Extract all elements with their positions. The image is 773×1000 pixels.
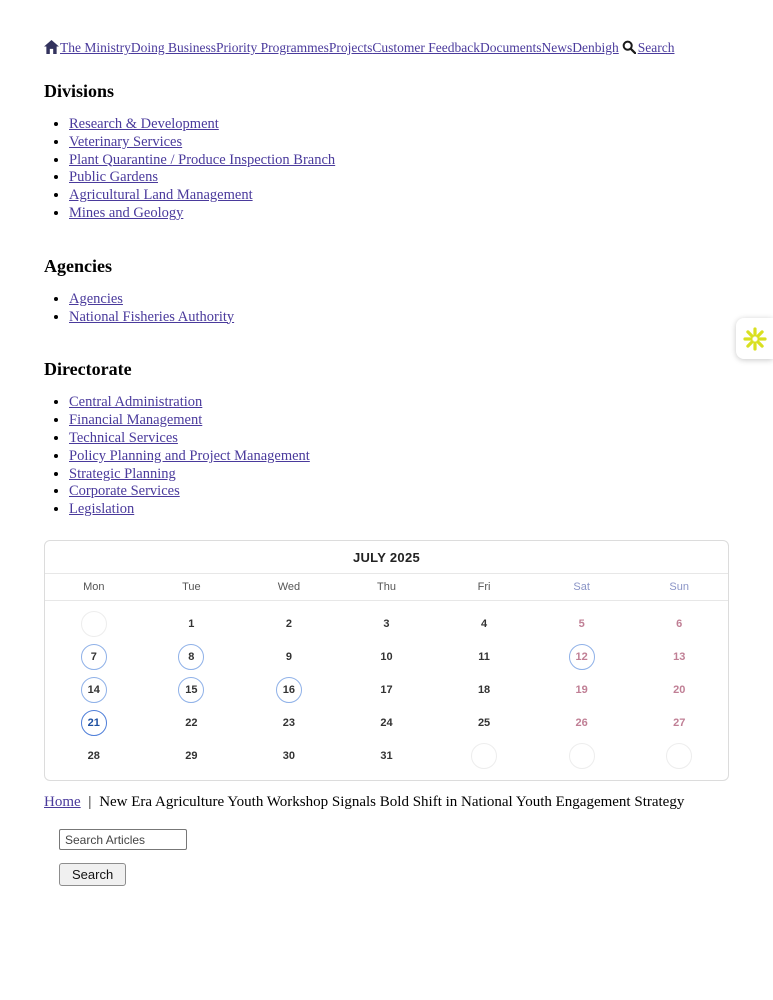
calendar-cell	[630, 607, 728, 640]
calendar-day-headers	[45, 574, 728, 601]
calendar-cell	[45, 673, 143, 706]
calendar-day[interactable]: 17	[380, 683, 393, 696]
agencies-list	[44, 291, 729, 326]
calendar-day[interactable]: 18	[477, 683, 491, 696]
calendar-cell	[338, 706, 436, 739]
home-icon-link[interactable]	[44, 40, 59, 55]
calendar-cell	[533, 607, 631, 640]
calendar-day[interactable]: 30	[282, 749, 296, 762]
directorate-link[interactable]: Corporate Services	[69, 483, 180, 500]
calendar-cell	[45, 640, 143, 673]
calendar-empty-day	[569, 743, 595, 769]
list-item	[69, 169, 729, 186]
calendar-day-header: Thu	[377, 581, 396, 594]
divisions-link[interactable]: Mines and Geology	[69, 204, 184, 221]
directorate-list	[44, 394, 729, 518]
divisions-link[interactable]: Public Gardens	[69, 169, 158, 186]
section-heading-agencies: Agencies	[44, 255, 112, 276]
calendar-day[interactable]: 13	[673, 650, 686, 663]
calendar-day[interactable]: 24	[380, 716, 393, 729]
calendar-day[interactable]: 15	[178, 677, 204, 703]
nav-link-news[interactable]: News	[541, 40, 573, 55]
nav-link-the-ministry[interactable]: The Ministry	[60, 40, 131, 55]
list-item	[69, 205, 729, 222]
agencies-link[interactable]: Agencies	[69, 290, 123, 307]
calendar-cell	[435, 673, 533, 706]
calendar-cell	[143, 739, 241, 772]
breadcrumb-separator: |	[88, 794, 92, 811]
calendar-day-header: Tue	[182, 581, 201, 594]
directorate-link[interactable]: Central Administration	[69, 394, 203, 411]
nav-search[interactable]	[622, 40, 675, 55]
calendar-cell	[45, 739, 143, 772]
calendar-day[interactable]: 27	[673, 716, 686, 729]
breadcrumb	[44, 794, 729, 811]
calendar-day[interactable]: 3	[383, 617, 390, 630]
calendar-cell	[240, 739, 338, 772]
calendar-empty-day	[471, 743, 497, 769]
calendar-cell	[240, 706, 338, 739]
nav-link-doing-business[interactable]: Doing Business	[130, 40, 217, 55]
calendar-cell	[45, 607, 143, 640]
directorate-link[interactable]: Technical Services	[69, 430, 178, 446]
calendar-cell	[45, 706, 143, 739]
calendar-day[interactable]: 22	[185, 716, 198, 729]
nav-link-documents[interactable]: Documents	[480, 40, 542, 55]
calendar-cell	[338, 607, 436, 640]
breadcrumb-article-title: New Era Agriculture Youth Workshop Signals Bold Shift in National Youth Engagement Strategy	[99, 794, 685, 811]
section-heading-divisions: Divisions	[44, 80, 115, 101]
calendar-cell	[435, 607, 533, 640]
breadcrumb-home-link[interactable]: Home	[44, 794, 81, 811]
calendar-day[interactable]: 12	[569, 644, 595, 670]
calendar-cell	[240, 640, 338, 673]
calendar-cell	[143, 607, 241, 640]
calendar-cell	[533, 673, 631, 706]
calendar-day[interactable]: 14	[81, 677, 107, 703]
calendar-cell	[533, 739, 631, 772]
article-search-form	[59, 829, 729, 886]
calendar-day-header: Sat	[573, 581, 590, 594]
calendar-day[interactable]: 19	[575, 683, 588, 696]
divisions-link[interactable]: Research & Development	[69, 115, 219, 132]
list-item	[69, 134, 729, 151]
agencies-link[interactable]: National Fisheries Authority	[69, 308, 235, 325]
list-item	[69, 187, 729, 204]
calendar-empty-day	[81, 611, 107, 637]
calendar-cell	[435, 739, 533, 772]
article-search-button[interactable]: Search	[59, 863, 126, 886]
calendar-cell	[338, 673, 436, 706]
calendar-day[interactable]: 23	[282, 716, 296, 729]
calendar-cell	[435, 640, 533, 673]
list-item	[69, 430, 729, 447]
calendar-day[interactable]: 7	[81, 644, 107, 670]
divisions-link[interactable]: Veterinary Services	[69, 133, 183, 150]
nav-search-label[interactable]: Search	[637, 40, 675, 55]
calendar-cell	[338, 739, 436, 772]
calendar-cell	[143, 673, 241, 706]
calendar-day[interactable]: 4	[481, 617, 488, 630]
calendar-day-header: Wed	[277, 581, 301, 594]
calendar-day-header: Mon	[83, 581, 105, 594]
list-item	[69, 291, 729, 308]
calendar-day[interactable]: 11	[478, 650, 490, 663]
calendar-day[interactable]: 29	[185, 749, 198, 762]
calendar-day[interactable]: 1	[188, 617, 195, 630]
calendar-cell	[240, 607, 338, 640]
calendar-day[interactable]: 25	[477, 716, 491, 729]
list-item	[69, 466, 729, 483]
asterisk-icon	[742, 326, 768, 352]
calendar-cell	[630, 739, 728, 772]
nav-link-customer-feedback[interactable]: Customer Feedback	[372, 40, 480, 55]
directorate-link[interactable]: Strategic Planning	[69, 465, 176, 482]
top-navigation	[44, 40, 729, 57]
calendar-cell	[630, 673, 728, 706]
divisions-link[interactable]: Plant Quarantine / Produce Inspection Branch	[69, 151, 336, 168]
calendar-cell	[240, 673, 338, 706]
calendar-day[interactable]: 9	[285, 650, 292, 663]
list-item	[69, 116, 729, 133]
directorate-link[interactable]: Policy Planning and Project Management	[69, 447, 310, 464]
list-item	[69, 412, 729, 429]
accessibility-widget-button[interactable]	[736, 318, 773, 359]
directorate-link[interactable]: Legislation	[69, 501, 135, 518]
nav-link-projects[interactable]: Projects	[328, 40, 373, 55]
section-heading-directorate: Directorate	[44, 359, 132, 380]
events-calendar	[44, 540, 729, 781]
calendar-day[interactable]: 10	[380, 650, 393, 663]
calendar-empty-day	[666, 743, 692, 769]
calendar-day[interactable]: 6	[676, 617, 683, 630]
list-item	[69, 483, 729, 500]
calendar-cell	[630, 640, 728, 673]
nav-link-denbigh[interactable]: Denbigh	[572, 40, 619, 55]
divisions-list	[44, 116, 729, 222]
calendar-cell	[533, 640, 631, 673]
calendar-cell	[143, 640, 241, 673]
calendar-cell	[338, 640, 436, 673]
divisions-link[interactable]: Agricultural Land Management	[69, 187, 253, 204]
calendar-day[interactable]: 5	[578, 617, 585, 630]
calendar-cell	[533, 706, 631, 739]
search-icon	[622, 40, 636, 54]
calendar-cell	[630, 706, 728, 739]
directorate-link[interactable]: Financial Management	[69, 412, 203, 429]
calendar-day[interactable]: 31	[380, 749, 393, 762]
calendar-day[interactable]: 16	[276, 677, 302, 703]
list-item	[69, 394, 729, 411]
list-item	[69, 501, 729, 518]
calendar-title: JULY 2025	[45, 541, 728, 574]
article-search-input[interactable]	[59, 829, 187, 850]
calendar-day[interactable]: 2	[285, 617, 292, 630]
list-item	[69, 152, 729, 169]
calendar-day[interactable]: 8	[178, 644, 204, 670]
calendar-day[interactable]: 28	[87, 749, 100, 762]
calendar-day-header: Sun	[669, 581, 689, 594]
calendar-cell	[435, 706, 533, 739]
calendar-day[interactable]: 20	[673, 683, 686, 696]
home-icon	[44, 40, 59, 54]
calendar-day-header: Fri	[477, 581, 491, 594]
nav-link-priority-programmes[interactable]: Priority Programmes	[216, 40, 329, 55]
list-item	[69, 309, 729, 326]
list-item	[69, 448, 729, 465]
calendar-cell	[143, 706, 241, 739]
calendar-day[interactable]: 21	[81, 710, 107, 736]
calendar-grid	[45, 601, 728, 780]
calendar-day[interactable]: 26	[575, 716, 588, 729]
